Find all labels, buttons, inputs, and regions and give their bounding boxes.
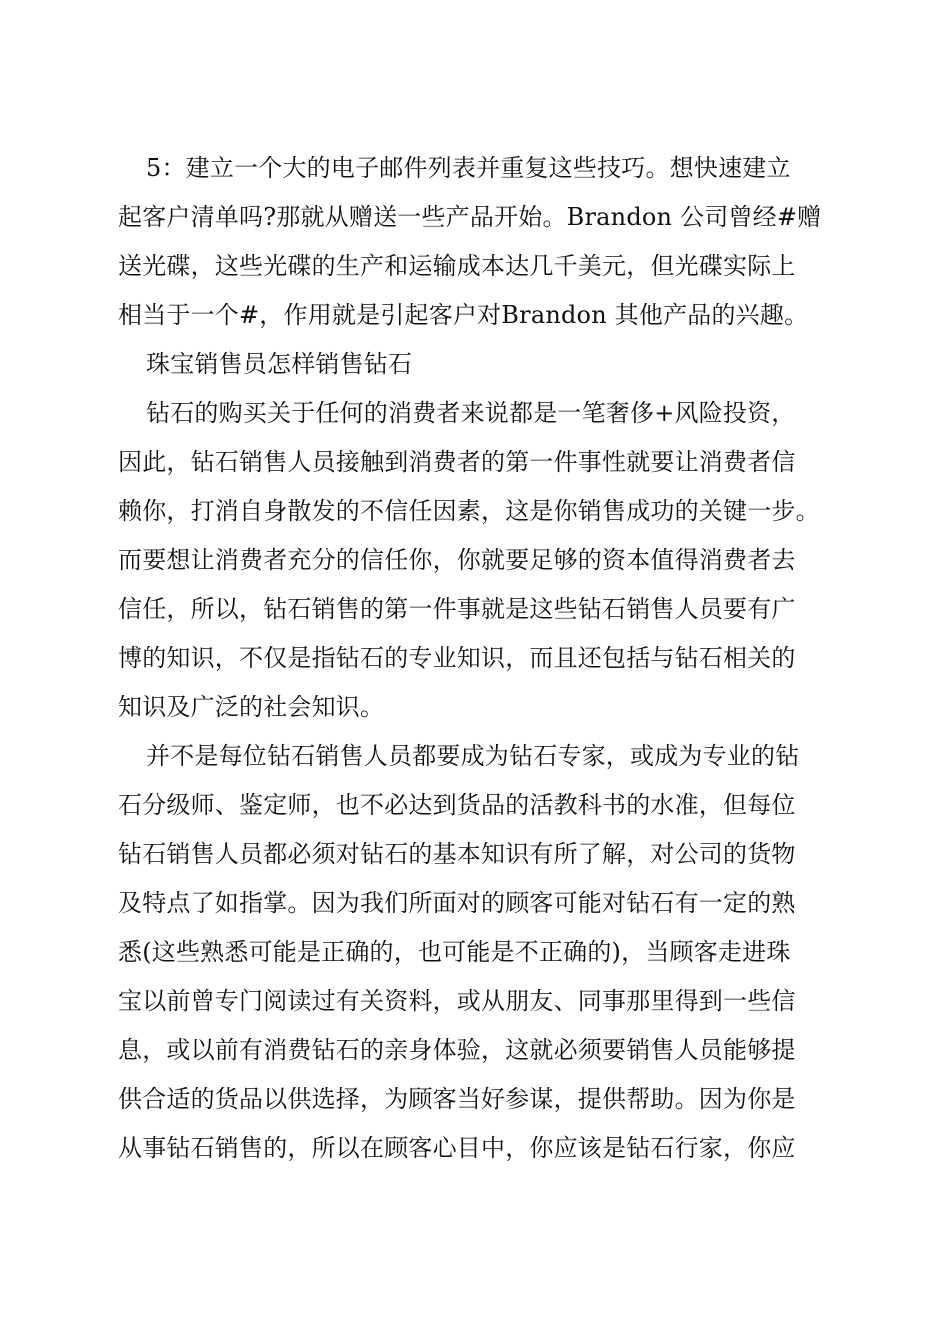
text-line: 因此，钻石销售人员接触到消费者的第一件事性就要让消费者信 bbox=[118, 448, 796, 476]
text-line: 信任，所以，钻石销售的第一件事就是这些钻石销售人员要有广 bbox=[118, 595, 796, 623]
text-line: 悉(这些熟悉可能是正确的，也可能是不正确的)，当顾客走进珠 bbox=[118, 938, 791, 966]
text-line: 从事钻石销售的，所以在顾客心目中，你应该是钻石行家，你应 bbox=[118, 1134, 796, 1162]
text-line: 宝以前曾专门阅读过有关资料，或从朋友、同事那里得到一些信 bbox=[118, 987, 796, 1015]
text-line: 钻石的购买关于任何的消费者来说都是一笔奢侈+风险投资， bbox=[146, 399, 796, 427]
text-line: 博的知识，不仅是指钻石的专业知识，而且还包括与钻石相关的 bbox=[118, 644, 796, 672]
section-heading: 珠宝销售员怎样销售钻石 bbox=[146, 350, 413, 378]
text-line: 起客户清单吗?那就从赠送一些产品开始。Brandon 公司曾经#赠 bbox=[118, 203, 822, 231]
text-line: 石分级师、鉴定师，也不必达到货品的活教科书的水准，但每位 bbox=[118, 791, 796, 819]
text-line: 并不是每位钻石销售人员都要成为钻石专家，或成为专业的钻 bbox=[146, 742, 800, 770]
text-line: 5：建立一个大的电子邮件列表并重复这些技巧。想快速建立 bbox=[146, 154, 791, 182]
text-line: 及特点了如指掌。因为我们所面对的顾客可能对钻石有一定的熟 bbox=[118, 889, 796, 917]
text-line: 赖你，打消自身散发的不信任因素，这是你销售成功的关键一步。 bbox=[118, 497, 820, 525]
text-line: 相当于一个#，作用就是引起客户对Brandon 其他产品的兴趣。 bbox=[118, 301, 809, 329]
text-line: 供合适的货品以供选择，为顾客当好参谋，提供帮助。因为你是 bbox=[118, 1085, 796, 1113]
text-line: 知识及广泛的社会知识。 bbox=[118, 693, 385, 721]
text-line: 钻石销售人员都必须对钻石的基本知识有所了解，对公司的货物 bbox=[118, 840, 796, 868]
text-line: 息，或以前有消费钻石的亲身体验，这就必须要销售人员能够提 bbox=[118, 1036, 796, 1064]
text-line: 送光碟，这些光碟的生产和运输成本达几千美元，但光碟实际上 bbox=[118, 252, 796, 280]
text-line: 而要想让消费者充分的信任你，你就要足够的资本值得消费者去 bbox=[118, 546, 796, 574]
